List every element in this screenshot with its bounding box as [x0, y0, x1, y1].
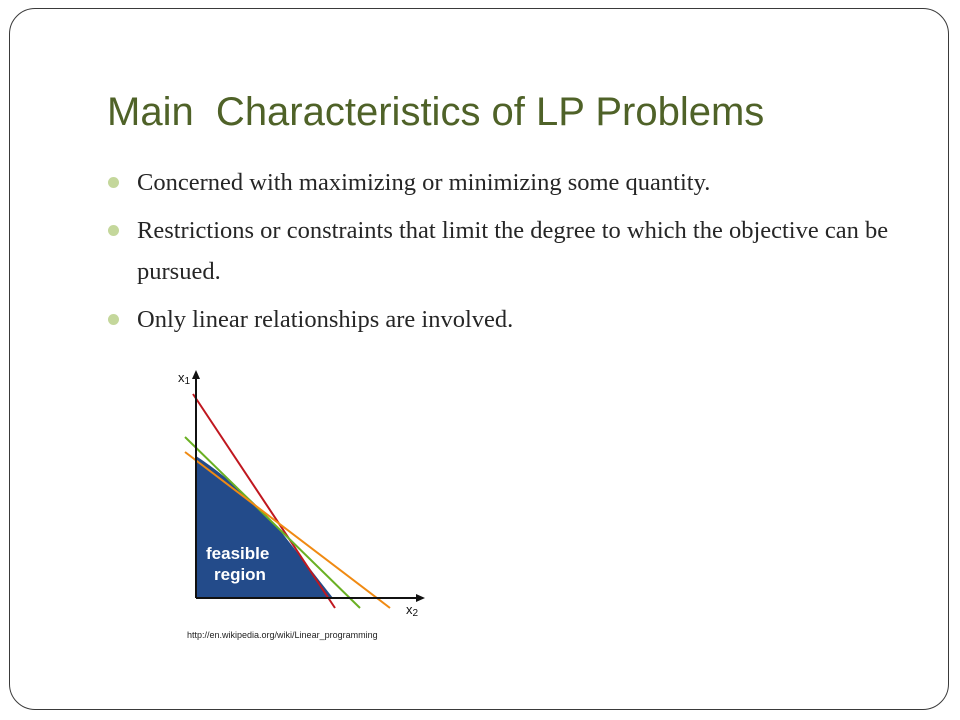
feasible-region-diagram: [168, 360, 438, 622]
bullet-text: Only linear relationships are involved.: [137, 306, 514, 333]
figure-source-caption: http://en.wikipedia.org/wiki/Linear_programming: [187, 630, 378, 640]
bullet-item: [106, 162, 896, 203]
bullet-item: [106, 299, 896, 340]
bullet-dot-icon: [108, 177, 119, 188]
y-axis-label: x1: [178, 370, 191, 387]
x-axis-label: x2: [406, 602, 419, 619]
bullet-text: Restrictions or constraints that limit the degree to which the objective can be pursued.: [137, 217, 889, 285]
bullet-dot-icon: [108, 314, 119, 325]
region-label-line1: feasible: [206, 544, 270, 563]
bullet-dot-icon: [108, 225, 119, 236]
bullet-list: [106, 162, 896, 347]
slide-title: Main Characteristics of LP Problems: [107, 90, 765, 134]
y-axis-arrow-icon: [192, 370, 200, 379]
bullet-text: Concerned with maximizing or minimizing some quantity.: [137, 169, 711, 196]
bullet-item: [106, 210, 896, 292]
x-axis-arrow-icon: [416, 594, 425, 602]
region-label-line2: region: [214, 565, 266, 584]
